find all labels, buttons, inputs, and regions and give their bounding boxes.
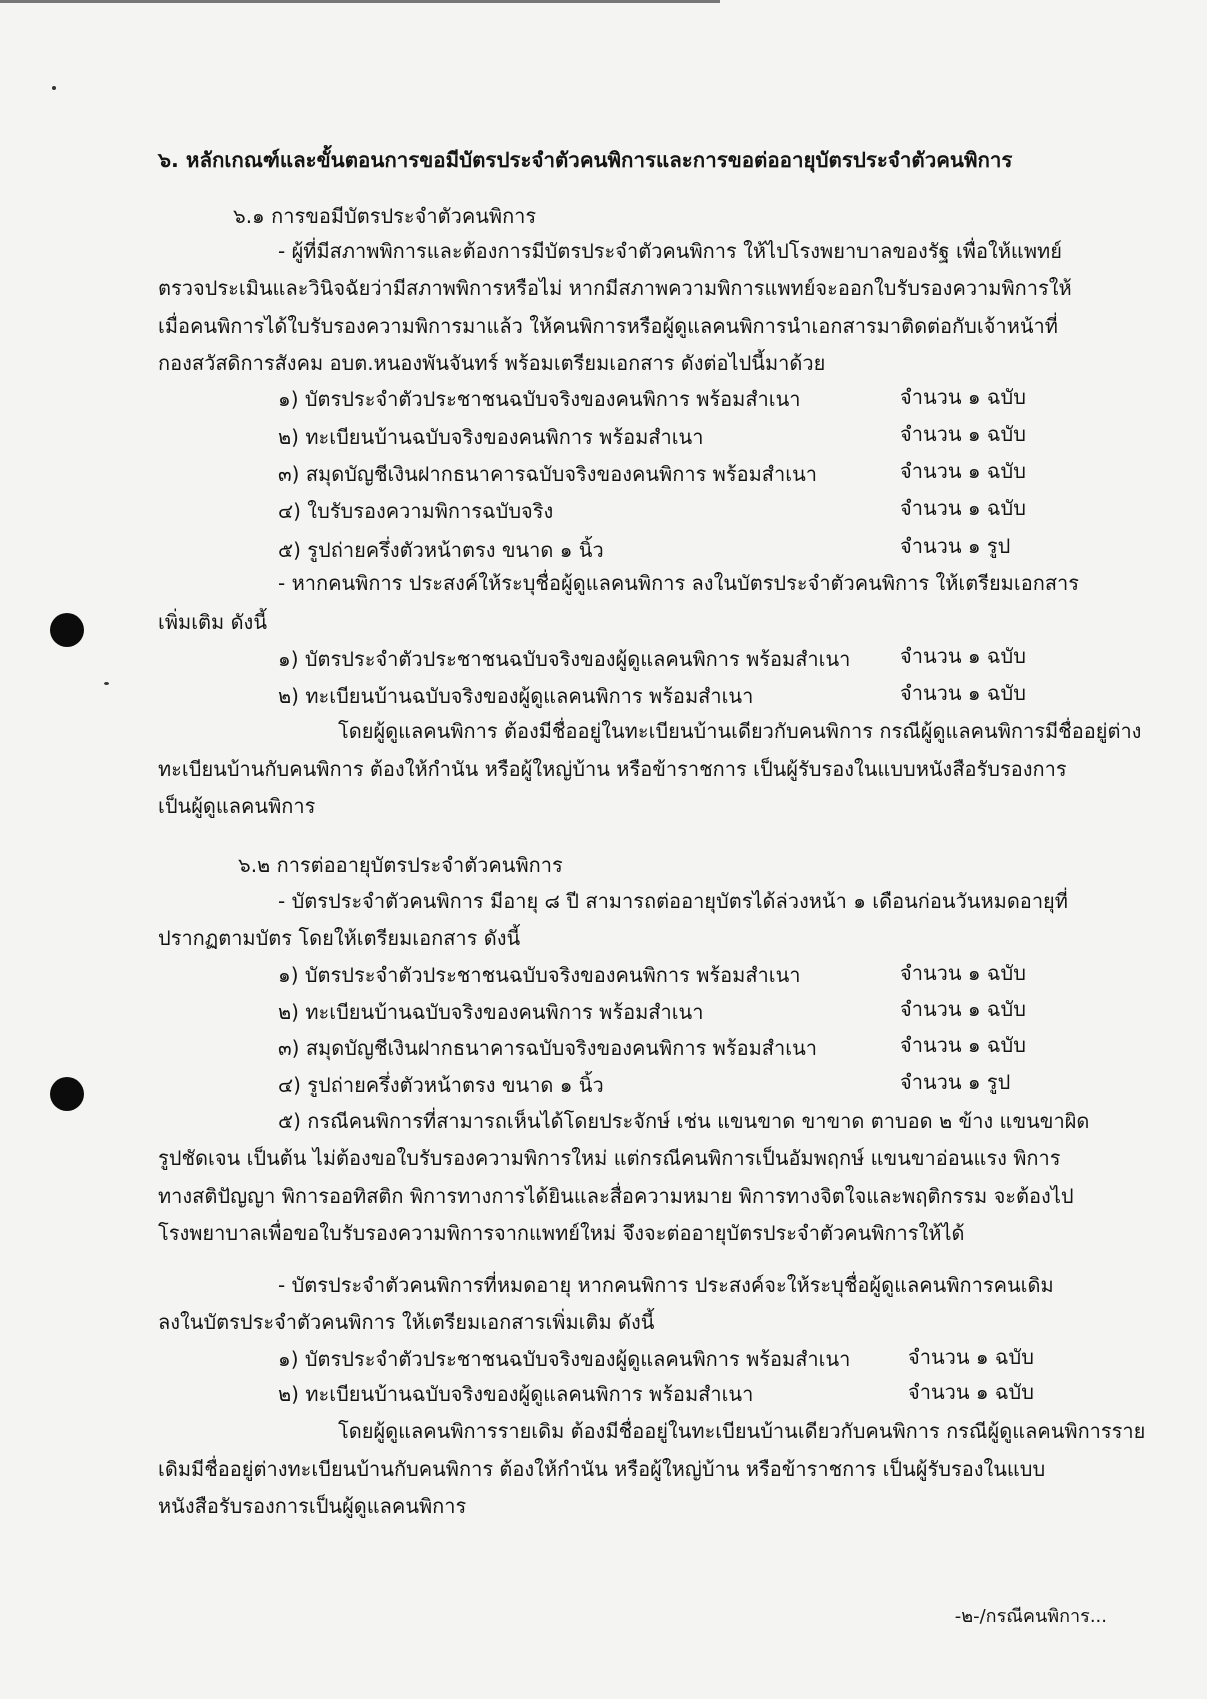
paragraph-line: ทางสติปัญญา พิการออทิสติก พิการทางการได้ยินและสื่อความหมาย พิการทางจิตใจและพฤติกรรม จะต้องไป (158, 1184, 1074, 1208)
document-item: ๒) ทะเบียนบ้านฉบับจริงของคนพิการ พร้อมสำเนา (278, 425, 704, 449)
document-item: ๒) ทะเบียนบ้านฉบับจริงของผู้ดูแลคนพิการ พร้อมสำเนา (278, 1382, 754, 1406)
item-quantity: จำนวน ๑ ฉบับ (900, 422, 1026, 446)
paragraph-line: ทะเบียนบ้านกับคนพิการ ต้องให้กำนัน หรือผู้ใหญ่บ้าน หรือข้าราชการ เป็นผู้รับรองในแบบหนังสือรับรองการ (158, 757, 1067, 781)
document-item: ๑) บัตรประจำตัวประชาชนฉบับจริงของผู้ดูแลคนพิการ พร้อมสำเนา (278, 647, 851, 671)
document-item: ๕) รูปถ่ายครึ่งตัวหน้าตรง ขนาด ๑ นิ้ว (278, 538, 604, 562)
paragraph-line: หนังสือรับรองการเป็นผู้ดูแลคนพิการ (158, 1494, 467, 1518)
paragraph-line: โรงพยาบาลเพื่อขอใบรับรองความพิการจากแพทย์ใหม่ จึงจะต่ออายุบัตรประจำตัวคนพิการให้ได้ (158, 1221, 965, 1245)
item-quantity: จำนวน ๑ ฉบับ (900, 496, 1026, 520)
page-continuation-footer: -๒-/กรณีคนพิการ... (954, 1606, 1107, 1627)
paragraph-line: ตรวจประเมินและวินิจฉัยว่ามีสภาพพิการหรือไม่ หากมีสภาพความพิการแพทย์จะออกใบรับรองความพิการให้ (158, 276, 1072, 300)
paragraph-line: เดิมมีชื่ออยู่ต่างทะเบียนบ้านกับคนพิการ ต้องให้กำนัน หรือผู้ใหญ่บ้าน หรือข้าราชการ เป็นผู้รับรองในแบบ (158, 1457, 1046, 1481)
document-item: ๒) ทะเบียนบ้านฉบับจริงของคนพิการ พร้อมสำเนา (278, 1000, 704, 1024)
document-item: ๔) รูปถ่ายครึ่งตัวหน้าตรง ขนาด ๑ นิ้ว (278, 1073, 604, 1097)
item-quantity: จำนวน ๑ ฉบับ (908, 1345, 1034, 1369)
document-item: ๓) สมุดบัญชีเงินฝากธนาคารฉบับจริงของคนพิการ พร้อมสำเนา (278, 462, 817, 486)
section-2-title: ๖.๒ การต่ออายุบัตรประจำตัวคนพิการ (238, 853, 563, 877)
paragraph-line: กองสวัสดิการสังคม อบต.หนองพันจันทร์ พร้อมเตรียมเอกสาร ดังต่อไปนี้มาด้วย (158, 351, 826, 375)
item-quantity: จำนวน ๑ ฉบับ (900, 385, 1026, 409)
punch-hole-top (50, 613, 84, 647)
paragraph-line: รูปชัดเจน เป็นต้น ไม่ต้องขอใบรับรองความพิการใหม่ แต่กรณีคนพิการเป็นอัมพฤกษ์ แขนขาอ่อนแรง พิการ (158, 1146, 1061, 1170)
item-quantity: จำนวน ๑ ฉบับ (900, 1033, 1026, 1057)
item-quantity: จำนวน ๑ ฉบับ (900, 644, 1026, 668)
paragraph-line: เพิ่มเติม ดังนี้ (158, 610, 267, 634)
document-item: ๔) ใบรับรองความพิการฉบับจริง (278, 499, 554, 523)
paragraph-line: เมื่อคนพิการได้ใบรับรองความพิการมาแล้ว ให้คนพิการหรือผู้ดูแลคนพิการนำเอกสารมาติดต่อกับเจ้าหน้าที่ (158, 314, 1058, 338)
paragraph-line: - หากคนพิการ ประสงค์ให้ระบุชื่อผู้ดูแลคนพิการ ลงในบัตรประจำตัวคนพิการ ให้เตรียมเอกสาร (278, 571, 1080, 595)
scan-speck (104, 682, 109, 685)
paragraph-line: ปรากฏตามบัตร โดยให้เตรียมเอกสาร ดังนี้ (158, 926, 521, 950)
item-quantity: จำนวน ๑ รูป (900, 534, 1011, 558)
document-item: ๑) บัตรประจำตัวประชาชนฉบับจริงของคนพิการ พร้อมสำเนา (278, 963, 801, 987)
item-quantity: จำนวน ๑ รูป (900, 1070, 1011, 1094)
item-quantity: จำนวน ๑ ฉบับ (908, 1380, 1034, 1404)
item-quantity: จำนวน ๑ ฉบับ (900, 997, 1026, 1021)
item-quantity: จำนวน ๑ ฉบับ (900, 459, 1026, 483)
scan-speck (52, 86, 56, 90)
document-item: ๑) บัตรประจำตัวประชาชนฉบับจริงของคนพิการ พร้อมสำเนา (278, 387, 801, 411)
item-quantity: จำนวน ๑ ฉบับ (900, 681, 1026, 705)
section-heading: ๖. หลักเกณฑ์และขั้นตอนการขอมีบัตรประจำตัวคนพิการและการขอต่ออายุบัตรประจำตัวคนพิการ (158, 148, 1013, 172)
document-item: ๒) ทะเบียนบ้านฉบับจริงของผู้ดูแลคนพิการ พร้อมสำเนา (278, 684, 754, 708)
punch-hole-bottom (50, 1077, 84, 1111)
paragraph-line: ลงในบัตรประจำตัวคนพิการ ให้เตรียมเอกสารเพิ่มเติม ดังนี้ (158, 1310, 655, 1334)
paragraph-line: เป็นผู้ดูแลคนพิการ (158, 794, 316, 818)
document-item: ๓) สมุดบัญชีเงินฝากธนาคารฉบับจริงของคนพิการ พร้อมสำเนา (278, 1036, 817, 1060)
paragraph-line: โดยผู้ดูแลคนพิการ ต้องมีชื่ออยู่ในทะเบียนบ้านเดียวกับคนพิการ กรณีผู้ดูแลคนพิการมีชื่ออยู่ต่าง (338, 719, 1142, 743)
paragraph-line: โดยผู้ดูแลคนพิการรายเดิม ต้องมีชื่ออยู่ในทะเบียนบ้านเดียวกับคนพิการ กรณีผู้ดูแลคนพิการราย (338, 1419, 1146, 1443)
paragraph-line: - บัตรประจำตัวคนพิการที่หมดอายุ หากคนพิการ ประสงค์จะให้ระบุชื่อผู้ดูแลคนพิการคนเดิม (278, 1273, 1054, 1297)
paragraph-line: ๕) กรณีคนพิการที่สามารถเห็นได้โดยประจักษ์ เช่น แขนขาด ขาขาด ตาบอด ๒ ข้าง แขนขาผิด (278, 1109, 1090, 1133)
paragraph-line: - ผู้ที่มีสภาพพิการและต้องการมีบัตรประจำตัวคนพิการ ให้ไปโรงพยาบาลของรัฐ เพื่อให้แพทย์ (278, 239, 1062, 263)
item-quantity: จำนวน ๑ ฉบับ (900, 961, 1026, 985)
scan-edge-line (0, 0, 720, 3)
paragraph-line: - บัตรประจำตัวคนพิการ มีอายุ ๘ ปี สามารถต่ออายุบัตรได้ล่วงหน้า ๑ เดือนก่อนวันหมดอายุที่ (278, 889, 1068, 913)
document-item: ๑) บัตรประจำตัวประชาชนฉบับจริงของผู้ดูแลคนพิการ พร้อมสำเนา (278, 1347, 851, 1371)
section-1-title: ๖.๑ การขอมีบัตรประจำตัวคนพิการ (233, 204, 537, 228)
